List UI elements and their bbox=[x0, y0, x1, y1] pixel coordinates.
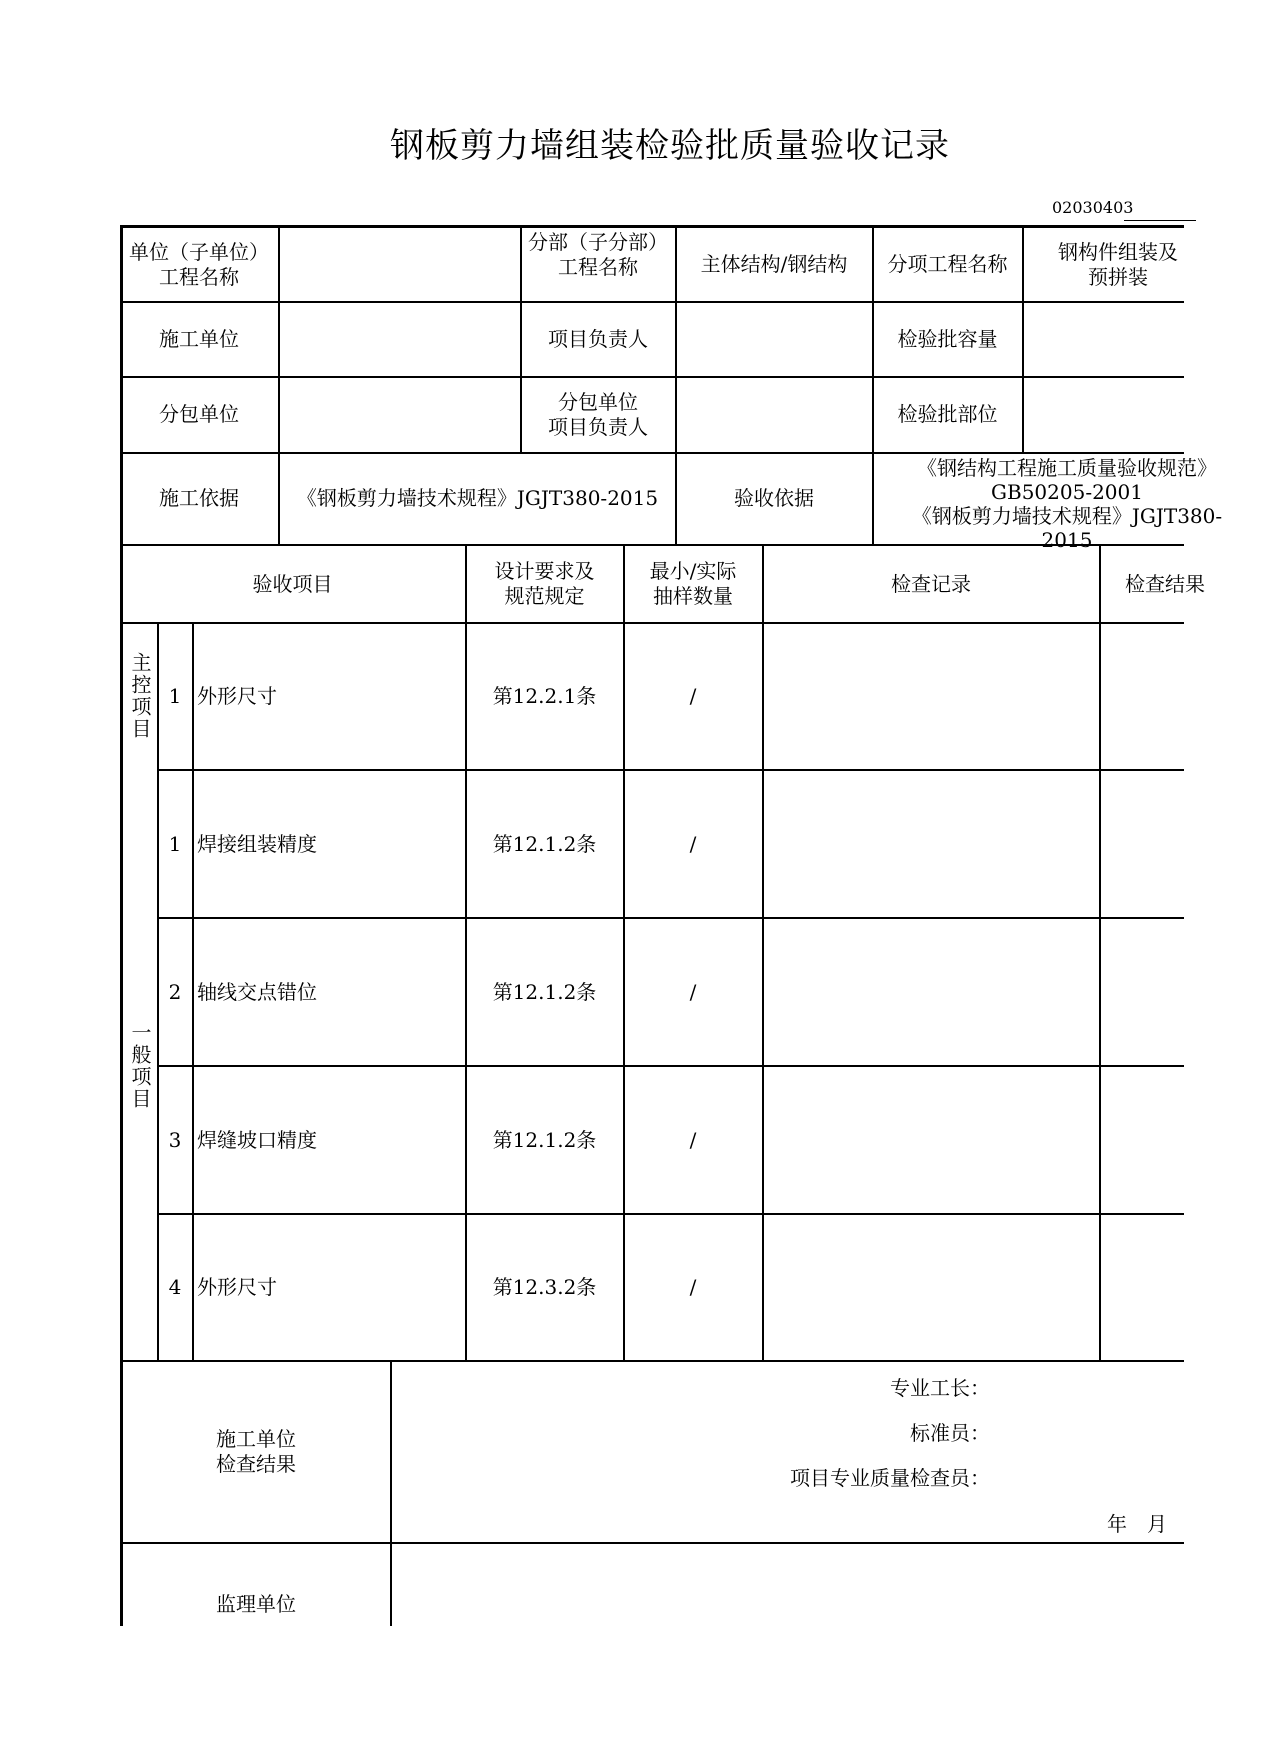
item-check-record[interactable] bbox=[763, 623, 1099, 769]
form-code-underline bbox=[1124, 220, 1196, 221]
construction-basis-label: 施工依据 bbox=[159, 486, 239, 510]
division-project-name-value: 主体结构/钢结构 bbox=[700, 252, 848, 276]
item-sample-count: / bbox=[689, 683, 697, 708]
batch-capacity-value[interactable] bbox=[1023, 302, 1184, 376]
contractor-label: 施工单位 bbox=[159, 326, 239, 351]
acceptance-basis-value: 《钢结构工程施工质量验收规范》 GB50205-2001 《钢板剪力墙技术规程》JGJT380- 2015 bbox=[911, 456, 1223, 552]
item-sample-count: / bbox=[689, 1127, 697, 1152]
item-clause: 第12.1.2条 bbox=[492, 831, 597, 856]
construction-basis-value: 《钢板剪力墙技术规程》JGJT380-2015 bbox=[296, 486, 659, 510]
date-label: 年 月 bbox=[1107, 1512, 1167, 1536]
item-check-record[interactable] bbox=[763, 1067, 1099, 1213]
item-clause: 第12.1.2条 bbox=[492, 1127, 597, 1152]
item-number: 1 bbox=[168, 683, 182, 708]
item-check-record[interactable] bbox=[763, 919, 1099, 1065]
batch-capacity-label: 检验批容量 bbox=[897, 326, 998, 351]
item-name: 焊缝坡口精度 bbox=[197, 1127, 317, 1152]
subitem-project-name-value: 钢构件组装及 预拼装 bbox=[1058, 239, 1178, 289]
unit-project-name-label: 单位（子单位） 工程名称 bbox=[129, 239, 269, 289]
item-check-result[interactable] bbox=[1100, 1215, 1184, 1360]
foreman-signature-label: 专业工长： bbox=[890, 1376, 990, 1400]
item-sample-count: / bbox=[689, 979, 697, 1004]
subcontractor-label: 分包单位 bbox=[159, 402, 239, 426]
standard-officer-signature-label: 标准员： bbox=[910, 1421, 990, 1445]
item-check-result[interactable] bbox=[1100, 919, 1184, 1065]
col-header-design: 设计要求及 规范规定 bbox=[494, 559, 595, 608]
contractor-check-label: 施工单位 检查结果 bbox=[216, 1427, 296, 1476]
unit-project-name-value[interactable] bbox=[280, 228, 520, 301]
record-table bbox=[120, 225, 1223, 1626]
item-check-result[interactable] bbox=[1100, 771, 1184, 917]
item-check-result[interactable] bbox=[1100, 623, 1184, 769]
item-name: 轴线交点错位 bbox=[197, 979, 317, 1004]
item-name: 外形尺寸 bbox=[197, 1275, 277, 1299]
division-project-name-label: 分部（子分部） 工程名称 bbox=[528, 230, 668, 279]
item-number: 3 bbox=[168, 1127, 182, 1152]
item-check-record[interactable] bbox=[763, 771, 1099, 917]
col-header-record: 检查记录 bbox=[891, 571, 971, 596]
project-lead-value[interactable] bbox=[676, 302, 872, 376]
supervisor-label: 监理单位 bbox=[216, 1591, 296, 1616]
col-header-item: 验收项目 bbox=[252, 571, 333, 596]
item-clause: 第12.3.2条 bbox=[492, 1275, 597, 1299]
item-check-result[interactable] bbox=[1100, 1067, 1184, 1213]
batch-location-value[interactable] bbox=[1023, 377, 1184, 452]
sub-project-lead-value[interactable] bbox=[676, 377, 872, 452]
item-check-record[interactable] bbox=[763, 1215, 1099, 1360]
main-control-group-label: 主控项目 bbox=[128, 652, 152, 740]
acceptance-basis-label: 验收依据 bbox=[734, 486, 814, 510]
col-header-sample: 最小/实际 抽样数量 bbox=[649, 559, 737, 608]
item-number: 1 bbox=[168, 831, 182, 856]
page-title: 钢板剪力墙组装检验批质量验收记录 bbox=[390, 126, 950, 166]
form-code: 02030403 bbox=[1052, 198, 1134, 217]
contractor-value[interactable] bbox=[280, 302, 520, 376]
subcontractor-value[interactable] bbox=[280, 377, 520, 452]
sub-project-lead-label: 分包单位 项目负责人 bbox=[548, 389, 648, 439]
batch-location-label: 检验批部位 bbox=[897, 402, 998, 426]
general-group-label: 一般项目 bbox=[128, 1021, 152, 1110]
project-lead-label: 项目负责人 bbox=[548, 326, 648, 351]
subitem-project-name-label: 分项工程名称 bbox=[887, 252, 1008, 276]
item-name: 焊接组装精度 bbox=[197, 831, 317, 856]
item-clause: 第12.1.2条 bbox=[492, 979, 597, 1004]
item-name: 外形尺寸 bbox=[197, 683, 277, 708]
supervisor-opinion[interactable] bbox=[392, 1544, 1184, 1626]
item-number: 2 bbox=[168, 979, 182, 1004]
item-clause: 第12.2.1条 bbox=[492, 683, 597, 708]
quality-inspector-signature-label: 项目专业质量检查员： bbox=[790, 1466, 990, 1490]
col-header-result: 检查结果 bbox=[1125, 571, 1205, 596]
item-number: 4 bbox=[168, 1275, 182, 1299]
item-sample-count: / bbox=[689, 1275, 697, 1299]
item-sample-count: / bbox=[689, 831, 697, 856]
